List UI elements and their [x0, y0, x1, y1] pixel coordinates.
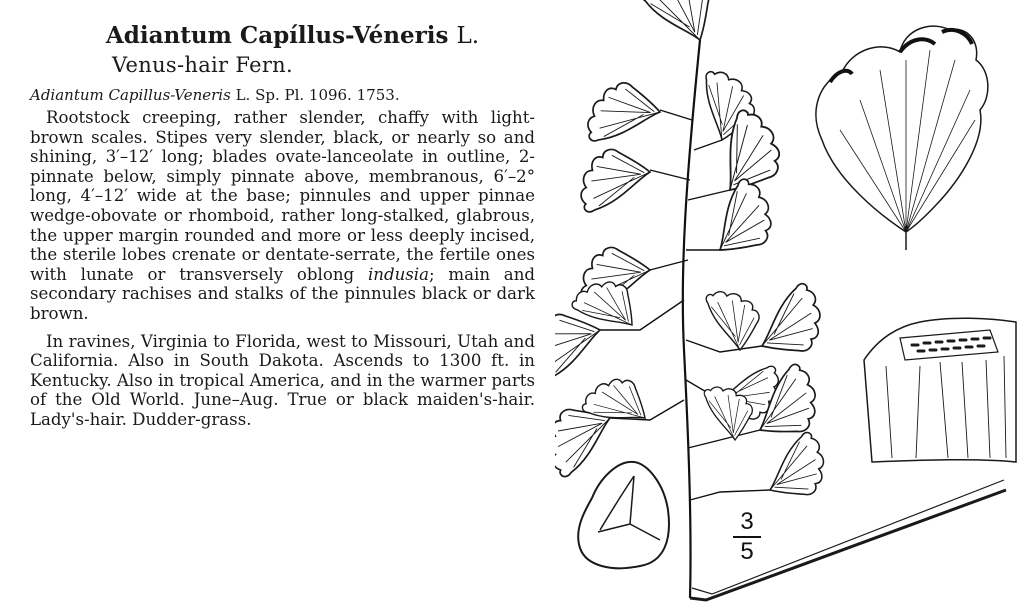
description-paragraph: [30, 108, 535, 324]
enlarged-pinnule: [816, 26, 988, 250]
description-text-a: Rootstock creeping, rather slender, chaffy with light-brown scales. Stipes very slender, black, or nearly so and shining, 3′–12′ long; blades ovate-lanceolate in outline, 2-pinnate below, simply pinnate above, membranous, 6′–2° long, 4′–12′ wide at the base; pinnules and upper pinnae wedge-obovate or rhomboid, rather long-stalked, glabrous, the upper margin rounded and more or less deeply incised, the sterile lobes crenate or dentate-serrate, the fertile ones with lunate or transversely oblong: [30, 108, 535, 284]
description-text-b: ; main and secondary rachises and stalks of the pinnules black or dark brown.: [30, 264, 536, 323]
citation-name: Adiantum Capillus-Veneris: [30, 86, 231, 104]
author-abbrev: L.: [456, 23, 480, 49]
scale-fraction: [733, 510, 761, 564]
fern-illustration: [555, 0, 1035, 611]
scale-denominator: 5: [740, 538, 754, 565]
spore-detail: [578, 462, 669, 568]
citation: [30, 86, 535, 104]
species-title: [30, 22, 535, 50]
scientific-name: Adiantum Capíllus-Véneris: [105, 22, 449, 49]
scale-numerator: 3: [733, 510, 761, 538]
common-name: Venus-hair Fern.: [112, 53, 293, 77]
sorus-detail: [864, 318, 1016, 462]
citation-reference: L. Sp. Pl. 1096. 1753.: [235, 86, 400, 104]
text-column: [30, 22, 535, 430]
description-italic-term: indusia: [367, 264, 429, 284]
distribution-paragraph: In ravines, Virginia to Florida, west to Missouri, Utah and California. Also in South Dakota. Ascends to 1300 ft. in Kentucky. Also in tropical America, and in the warmer parts of the Old World. June–Aug. True or black maiden's-hair. Lady's-hair. Dudder-grass.: [30, 331, 535, 429]
